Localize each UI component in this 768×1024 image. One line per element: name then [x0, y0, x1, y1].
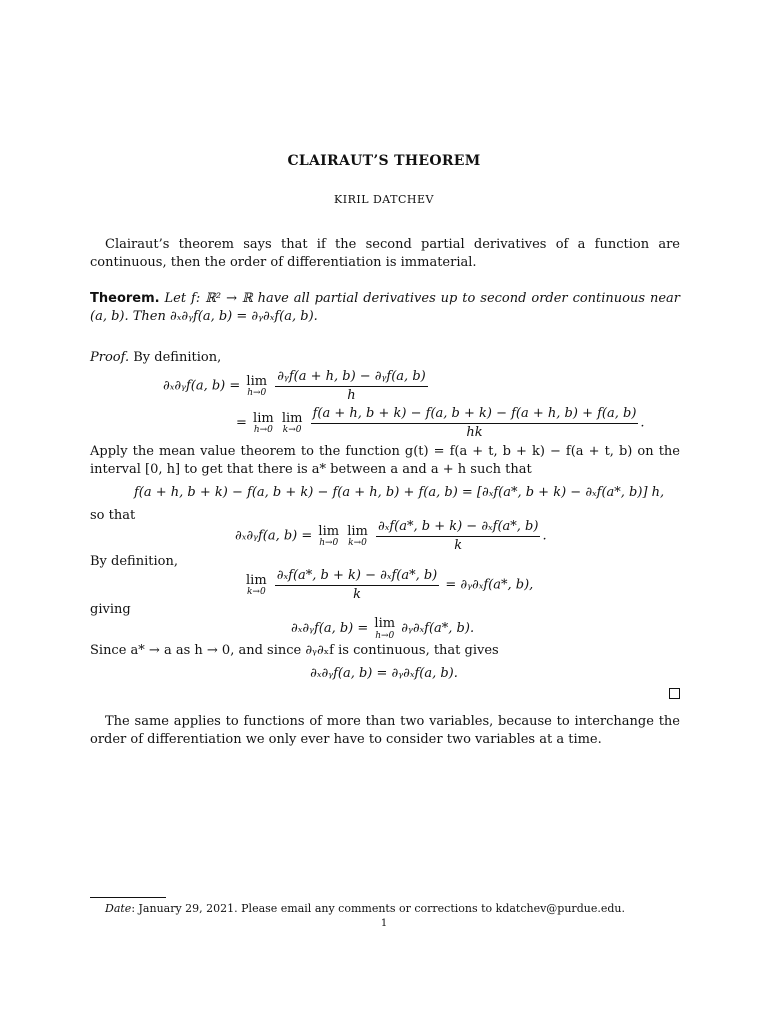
equation-3: f(a + h, b + k) − f(a, b + k) − f(a + h, b) + f(a, b) = [∂ₓf(a*, b + k) − ∂ₓf(a*, b)] h,: [134, 485, 665, 500]
eq2-denominator: hk: [466, 424, 483, 440]
equation-2: [236, 405, 645, 441]
proof-start-text: By definition,: [133, 350, 222, 365]
eq4-lim-sub-1: h→0: [319, 538, 339, 549]
equation-1: [163, 368, 430, 404]
eq2-equals: =: [236, 415, 252, 431]
eq6-rhs: ∂ᵧ∂ₓf(a*, b).: [401, 620, 475, 636]
page-number: 1: [380, 918, 388, 929]
equation-5: [244, 567, 533, 603]
eq1-limit: [246, 374, 267, 399]
eq5-lim-word: lim: [246, 572, 267, 588]
author-name: KIRIL DATCHEV: [334, 193, 434, 206]
equation-4: [235, 518, 547, 554]
eq4-lim-word-2: lim: [347, 523, 368, 539]
eq4-limit-h: [318, 524, 339, 549]
proof-label: Proof.: [90, 350, 130, 365]
qed-box-icon: [669, 688, 680, 699]
eq1-lim-word: lim: [246, 373, 268, 389]
eq6-limit-h: [374, 616, 395, 641]
equation-6: [291, 616, 474, 641]
eq5-fraction: [275, 567, 439, 603]
eq5-rhs: = ∂ᵧ∂ₓf(a*, b),: [441, 577, 534, 593]
footnote: [105, 902, 625, 917]
eq1-numerator: ∂ᵧf(a + h, b) − ∂ᵧf(a, b): [275, 368, 428, 387]
eq5-denominator: k: [353, 586, 361, 602]
footnote-date-label: Date: [105, 902, 132, 915]
eq4-limit-k: [347, 524, 368, 549]
eq2-limit-k: [282, 411, 303, 436]
eq4-numerator: ∂ₓf(a*, b + k) − ∂ₓf(a*, b): [376, 518, 540, 537]
footnote-rule: [90, 897, 166, 898]
eq4-lhs: ∂ₓ∂ᵧf(a, b) =: [235, 528, 317, 544]
eq4-denominator: k: [454, 537, 463, 553]
eq4-lim-sub-2: k→0: [348, 538, 367, 549]
eq2-limit-h: [253, 411, 274, 436]
eq1-fraction: [275, 368, 428, 404]
theorem-label: Theorem.: [90, 291, 160, 306]
theorem-statement-2: Then ∂ₓ∂ᵧf(a, b) = ∂ᵧ∂ₓf(a, b).: [132, 308, 318, 324]
eq6-lim-sub: h→0: [375, 630, 395, 641]
by-definition-text: By definition,: [90, 554, 178, 569]
eq5-lim-sub: k→0: [246, 587, 266, 598]
equation-7: ∂ₓ∂ᵧf(a, b) = ∂ᵧ∂ₓf(a, b).: [310, 666, 458, 681]
eq2-lim-word-1: lim: [253, 410, 274, 426]
giving-text: giving: [90, 602, 131, 617]
theorem-statement-1: Let f: ℝ² → ℝ have all partial derivatives up to second order continuous near (a, b).: [90, 291, 681, 324]
paper-title: CLAIRAUT’S THEOREM: [287, 153, 481, 169]
eq2-numerator: f(a + h, b + k) − f(a, b + k) − f(a + h, b) + f(a, b): [311, 405, 639, 424]
eq4-fraction: [376, 518, 540, 554]
eq6-lim-word: lim: [374, 616, 396, 631]
intro-paragraph: Clairaut’s theorem says that if the second partial derivatives of a function are continuous, then the order of differentiation is immaterial.: [90, 237, 680, 270]
eq1-lim-sub: h→0: [247, 388, 267, 399]
eq1-lhs: ∂ₓ∂ᵧf(a, b) =: [163, 378, 245, 394]
eq6-lhs: ∂ₓ∂ᵧf(a, b) =: [291, 620, 373, 636]
eq2-period: .: [640, 415, 645, 431]
mvt-paragraph: Apply the mean value theorem to the function g(t) = f(a + t, b + k) − f(a + t, b) on the interval [0, h] to get that there is a* between a and a + h such that: [90, 444, 680, 477]
eq5-numerator: ∂ₓf(a*, b + k) − ∂ₓf(a*, b): [275, 567, 439, 586]
footnote-text: : January 29, 2021. Please email any comments or corrections to kdatchev@purdue.edu.: [131, 902, 625, 915]
eq2-fraction: [311, 405, 639, 441]
eq2-lim-sub-1: h→0: [253, 425, 273, 436]
eq1-denominator: h: [347, 387, 356, 403]
proof-start: [90, 349, 680, 367]
eq2-lim-sub-2: k→0: [282, 425, 302, 436]
eq2-lim-word-2: lim: [281, 410, 303, 426]
theorem-block: [90, 290, 680, 325]
eq5-limit-k: [246, 573, 267, 598]
so-that-text: so that: [90, 508, 136, 523]
since-text: Since a* → a as h → 0, and since ∂ᵧ∂ₓf is continuous, that gives: [90, 643, 499, 658]
eq4-period: .: [542, 528, 547, 544]
eq4-lim-word-1: lim: [318, 523, 340, 539]
closing-paragraph: The same applies to functions of more than two variables, because to interchange the order of differentiation we only ever have to consider two variables at a time.: [90, 714, 680, 747]
